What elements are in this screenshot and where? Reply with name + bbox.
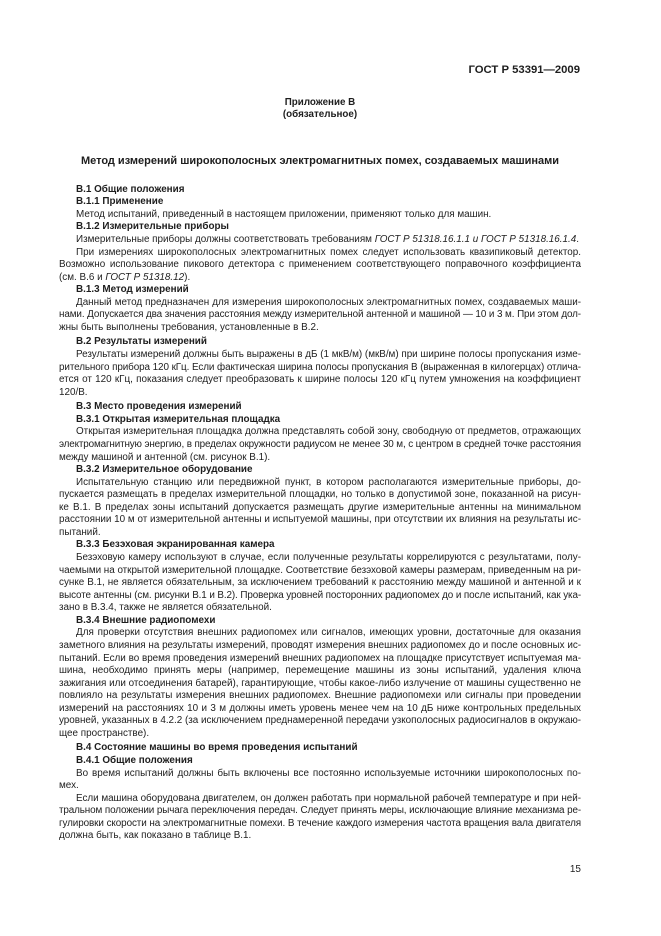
standard-reference: ГОСТ Р 51318.12 xyxy=(105,271,185,283)
paragraph-line: Во время испытаний должны быть включены все постоянно используемые источники широкополосных по- xyxy=(76,767,581,779)
paragraph-line: заметного влияния на результаты измерений, проводят измерения внешних радиопомех до и после основных ис- xyxy=(59,639,581,651)
paragraph-line: Возможно использование пикового детектора с применением соответствующего поправочного коэффициента xyxy=(59,259,581,271)
paragraph-line: пытаний. xyxy=(59,526,101,538)
annex-status: (обязательное) xyxy=(282,109,358,120)
paragraph-line: ке В.1. В пределах зоны испытаний допускается размещать другие измерительные антенны на минимальном xyxy=(59,501,581,513)
paragraph-line: шина, необходимо принять меры (например, перемещение машины из зоны испытаний, удаления ключа xyxy=(59,665,581,677)
paragraph xyxy=(59,426,581,464)
paragraph-line: мех. xyxy=(59,780,79,792)
paragraph-line: измерений на расстояниях 10 и 3 м должны иметь уровень менее чем на 10 дБ ниже контрольных предельных xyxy=(59,702,581,714)
text-run: ). xyxy=(184,271,191,283)
paragraph-line: 120/В. xyxy=(59,386,88,398)
paragraph xyxy=(59,349,581,399)
paragraph-line: щее пространстве). xyxy=(59,727,150,739)
paragraph-line: жны быть выполнены требования, установленные в В.2. xyxy=(59,321,319,333)
subsection-heading: В.3.1 Открытая измерительная площадка xyxy=(76,413,281,425)
subsection-heading: В.1.3 Метод измерений xyxy=(76,284,189,296)
paragraph xyxy=(59,297,581,335)
annex-label: Приложение В xyxy=(284,97,356,108)
text-run: . xyxy=(576,233,580,245)
paragraph xyxy=(59,552,581,615)
paragraph-line: пытаний. Если во время проведения измерений внешних радиопомех на площадке присутствует испытуемая ма- xyxy=(59,652,581,664)
paragraph-line: Метод испытаний, приведенный в настоящем приложении, применяют только для машин. xyxy=(76,208,492,220)
paragraph-line: сунке В.1, не является обязательным, за исключением требований к расстоянию между машиной и антенной и к xyxy=(59,577,581,589)
paragraph-line: между машиной и антенной (см. рисунок В.1). xyxy=(59,451,271,463)
annex-title: Метод измерений широкополосных электромагнитных помех, создаваемых машинами xyxy=(80,154,560,167)
paragraph-line: зано в В.3.4, также не является обязательной. xyxy=(59,602,272,614)
paragraph-line: электромагнитную энергию, в пределах окружности радиусом не менее 30 м, с центром в средней точке расстояния xyxy=(59,438,581,450)
section-heading: В.2 Результаты измерений xyxy=(76,336,207,348)
paragraph xyxy=(59,768,581,793)
text-run: (см. В.6 и xyxy=(59,271,106,283)
paragraph-line: должна быть, как показано в таблице В.1. xyxy=(59,830,252,842)
subsection-heading: В.1.2 Измерительные приборы xyxy=(76,221,229,233)
paragraph-line: Данный метод предназначен для измерения широкополосных электромагнитных помех, создаваемых маши- xyxy=(76,296,581,308)
annex-body xyxy=(59,184,581,843)
section-heading: В.1 Общие положения xyxy=(76,183,185,195)
subsection-heading: В.3.2 Измерительное оборудование xyxy=(76,464,253,476)
paragraph xyxy=(59,247,581,285)
paragraph-line xyxy=(59,234,581,247)
section-heading: В.4 Состояние машины во время проведения испытаний xyxy=(76,742,358,754)
paragraph-line: При измерениях широкополосных электромагнитных помех следует использовать квазипиковый детектор. xyxy=(76,246,581,258)
text-run: Измерительные приборы должны соответствовать требованиям xyxy=(76,233,375,245)
paragraph-line: повлияло на результаты измерения внешних радиопомех. Внешние радиопомехи или сигналы при проведении xyxy=(59,690,581,702)
paragraph-line: расстоянии 10 м от измерительной антенны и испытуемой машины, при отсутствии их влияния на результаты ис- xyxy=(59,514,581,526)
paragraph xyxy=(59,793,581,843)
paragraph-line: Испытательную станцию или передвижной пункт, в котором располагаются измерительные приборы, до- xyxy=(76,476,581,488)
paragraph-line xyxy=(59,272,581,285)
section-heading: В.3 Место проведения измерений xyxy=(76,401,242,413)
paragraph-line: Открытая измерительная площадка должна представлять собой зону, свободную от предметов, отражающих xyxy=(76,426,581,438)
paragraph-line: гулировки скорости на электромагнитные помехи. В течение каждого измерения частота вращения вала двигателя xyxy=(59,817,581,829)
paragraph xyxy=(59,209,581,222)
paragraph-line: Результаты измерений должны быть выражены в дБ (1 мкВ/м) (мкВ/м) при ширине полосы пропускания изме- xyxy=(76,349,581,360)
paragraph-line: зажигания или отсоединения батарей), гарантирующие, чтобы какое-либо излучение от машины существенно не xyxy=(59,677,581,689)
paragraph-line: пускается размещать в пределах измерительной площадки, но только в допустимой зоне, показанной на рисун- xyxy=(59,489,581,501)
paragraph-line: чаемыми на открытой измерительной площадке. Соответствие безэховой камеры размерам, приведенным на ри- xyxy=(59,564,581,576)
subsection-heading: В.3.4 Внешние радиопомехи xyxy=(76,614,216,626)
paragraph-line: ется от 120 кГц, показания следует преобразовать к ширине полосы 120 кГц путем умножения на коэффициент xyxy=(59,374,581,386)
paragraph-line: высоте антенны (см. рисунки В.1 и В.2). Проверка уровней посторонних радиопомех до и после испытаний, как ука- xyxy=(59,589,581,601)
annex-header xyxy=(59,97,581,121)
subsection-heading: В.3.3 Безэховая экранированная камера xyxy=(76,539,275,551)
paragraph-line: Безэховую камеру используют в случае, если полученные результаты коррелируются с результатами, полу- xyxy=(76,552,581,563)
document-number: ГОСТ Р 53391—2009 xyxy=(468,64,580,76)
paragraph xyxy=(59,627,581,740)
paragraph-line: тральном положении рычага переключения передач. Следует принять меры, исключающие влияние механизма ре- xyxy=(59,805,581,817)
paragraph-line: нами. Допускается два значения расстояния между измерительной антенной и машиной — 10 и 3 м. При этом дол- xyxy=(59,309,581,321)
page-number: 15 xyxy=(569,864,581,875)
subsection-heading: В.4.1 Общие положения xyxy=(76,755,193,766)
paragraph-line: рительного прибора 120 кГц. Если фактическая ширина полосы пропускания В (выраженная в килогерцах) отлича- xyxy=(59,361,581,373)
paragraph-line: уровней, указанных в 4.2.2 (за исключением преднамеренной передачи узкополосных радиосигналов в окружаю- xyxy=(59,715,581,727)
paragraph xyxy=(59,477,581,540)
paragraph-line: Если машина оборудована двигателем, он должен работать при нормальной рабочей температуре и при ней- xyxy=(76,792,581,804)
subsection-heading: В.1.1 Применение xyxy=(76,196,164,208)
paragraph-line: Для проверки отсутствия внешних радиопомех или сигналов, имеющих уровни, достаточные для оказания xyxy=(76,627,581,639)
paragraph xyxy=(59,234,581,247)
standard-reference: ГОСТ Р 51318.16.1.1 и ГОСТ Р 51318.16.1.4 xyxy=(374,233,577,245)
